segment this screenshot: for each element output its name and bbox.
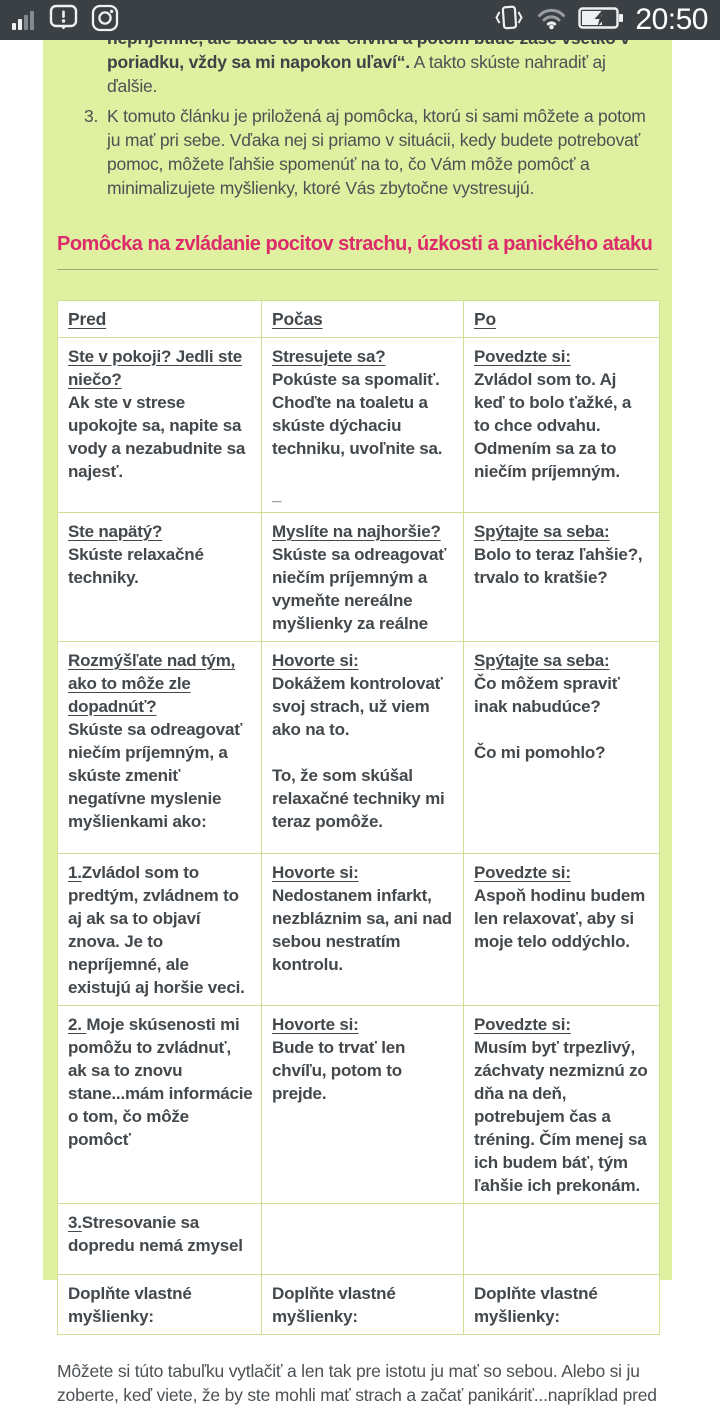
vibrate-icon [493,4,525,37]
wifi-icon [536,6,567,35]
table-row [58,1275,660,1335]
cell-title: 3. [68,1213,82,1232]
column-header-pocas: Počas [262,301,464,338]
document-page[interactable] [43,40,672,1405]
list-item-number: 3. [84,106,99,126]
battery-charging-icon [578,6,624,35]
table-cell: Spýtajte sa seba: Bolo to teraz ľahšie?, trvalo to kratšie? [464,513,660,642]
cell-title: Ste v pokoji? Jedli ste niečo? [68,347,242,389]
signal-strength-icon [12,10,36,30]
table-cell: Ste v pokoji? Jedli ste niečo? Ak ste v strese upokojte sa, napite sa vody a nezabudnite sa najesť. [58,338,262,513]
clock-time: 20:50 [635,3,708,36]
cell-title: Povedzte si: [474,347,571,366]
list-item-3 [57,104,658,200]
cell-title: Rozmýšľate nad tým, ako to môže zle dopadnúť? [68,651,236,716]
intro-paragraphs [57,26,658,200]
cell-title: Hovorte si: [272,1015,359,1034]
table-cell [464,1204,660,1275]
table-row [58,1204,660,1275]
table-row [58,338,660,513]
table-cell: 2. Moje skúsenosti mi pomôžu to zvládnuť, ak sa to znovu stane...mám informácie o tom, čo môže pomôcť [58,1006,262,1204]
help-table [57,300,660,1335]
table-cell: 3.Stresovanie sa dopredu nemá zmysel [58,1204,262,1275]
heading-divider [57,269,658,270]
table-cell: Stresujete sa? Pokúste sa spomaliť. Choďte na toaletu a skúste dýchaciu techniku, uvoľnite sa. _ [262,338,464,513]
status-bar-right [482,0,708,40]
table-cell: Hovorte si: Dokážem kontrolovať svoj strach, už viem ako na to. To, že som skúšal relaxačné techniky mi teraz pomôže. [262,642,464,854]
cell-title: 2. [68,1015,87,1034]
intro-bold-quote: poriadku, vždy sa mi napokon uľaví“. [107,52,410,72]
cell-title: Spýtajte sa seba: [474,522,610,541]
column-header-pred: Pred [58,301,262,338]
table-cell: Ste napätý? Skúste relaxačné techniky. [58,513,262,642]
table-cell [262,1204,464,1275]
table-row [58,513,660,642]
cell-title: 1. [68,863,82,882]
status-bar-left [12,4,132,37]
table-cell: Doplňte vlastné myšlienky: [262,1275,464,1335]
table-cell: Myslíte na najhoršie? Skúste sa odreagovať niečím príjemným a vymeňte nereálne myšlienky za reálne [262,513,464,642]
cell-title: Povedzte si: [474,1015,571,1034]
cell-title: Hovorte si: [272,863,359,882]
cell-title: Hovorte si: [272,651,359,670]
intro-regular-text: A takto skúste nahradiť aj ďalšie. [107,52,606,96]
instagram-icon [91,4,119,37]
table-cell: Spýtajte sa seba: Čo môžem spraviť inak nabudúce? Čo mi pomohlo? [464,642,660,854]
cell-title: Myslíte na najhoršie? [272,522,441,541]
table-cell: Hovorte si: Bude to trvať len chvíľu, potom to prejde. [262,1006,464,1204]
intro-continuation-line [107,50,658,98]
table-cell: Povedzte si: Zvládol som to. Aj keď to bolo ťažké, a to chce odvahu. Odmením sa za to niečím príjemným. [464,338,660,513]
table-cell: Povedzte si: Aspoň hodinu budem len relaxovať, aby si moje telo oddýchlo. [464,854,660,1006]
table-row [58,1006,660,1204]
table-cell: Doplňte vlastné myšlienky: [58,1275,262,1335]
column-header-po: Po [464,301,660,338]
page-title: Pomôcka na zvládanie pocitov strachu, úzkosti a panického ataku [57,233,653,255]
table-cell: Rozmýšľate nad tým, ako to môže zle dopadnúť? Skúste sa odreagovať niečím príjemným, a skúste zmeniť negatívne myslenie myšlienkami ako: [58,642,262,854]
table-cell: Hovorte si: Nedostanem infarkt, nezbláznim sa, ani nad sebou nestratím kontrolu. [262,854,464,1006]
table-cell: 1.Zvládol som to predtým, zvládnem to aj ak sa to objaví znova. Je to nepríjemné, ale existujú aj horšie veci. [58,854,262,1006]
table-row [58,854,660,1006]
table-cell: Doplňte vlastné myšlienky: [464,1275,660,1335]
table-cell: Povedzte si: Musím byť trpezlivý, záchvaty nezmiznú zo dňa na deň, potrebujem čas a tréning. Čím menej sa ich budem báť, tým ľahšie ich prekonám. [464,1006,660,1204]
footer-paragraph: Môžete si túto tabuľku vytlačiť a len tak pre istotu ju mať so sebou. Alebo si ju zoberte, keď viete, že by ste mohli mať strach a začať panikáriť...napríklad pred [57,1361,657,1405]
notification-alert-icon [49,4,78,37]
cell-title: Povedzte si: [474,863,571,882]
table-body [58,338,660,1335]
table-row [58,642,660,854]
list-item-text: K tomuto článku je priložená aj pomôcka, ktorú si sami môžete a potom ju mať pri sebe. Vďaka nej si priamo v situácii, kedy budete potrebovať pomoc, môžete ľahšie spomenúť na to, čo Vám môže pomôcť a minimalizujete myšlienky, ktoré Vás zbytočne vystresujú. [107,106,646,198]
cell-title: Ste napätý? [68,522,163,541]
table-header-row [58,301,660,338]
status-bar [0,0,720,40]
cell-title: Stresujete sa? [272,347,386,366]
cell-title: Spýtajte sa seba: [474,651,610,670]
